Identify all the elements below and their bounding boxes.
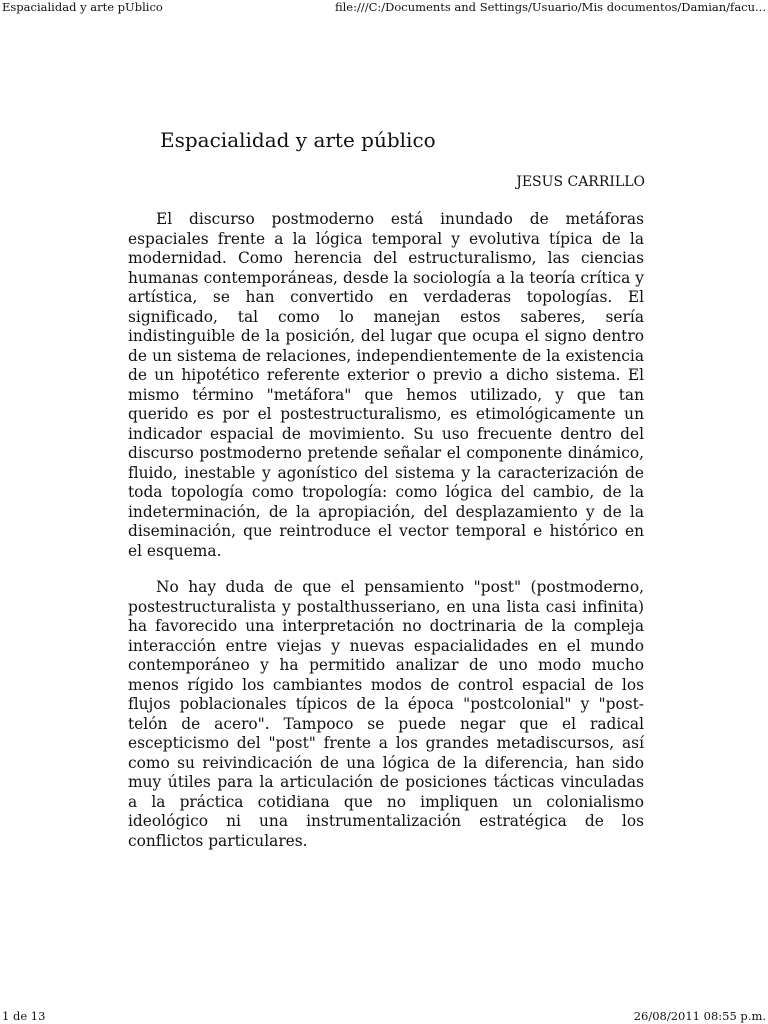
print-header	[0, 0, 768, 14]
document-title-header: Espacialidad y arte pUblico	[2, 0, 163, 14]
page-indicator: 1 de 13	[2, 1009, 46, 1023]
file-path-header: file:///C:/Documents and Settings/Usuario/Mis documentos/Damian/facu...	[334, 0, 766, 14]
article-author: JESUS CARRILLO	[516, 174, 645, 190]
body-paragraph-2: No hay duda de que el pensamiento "post" (postmoderno, postestructuralista y postalthusseriano, en una lista casi infinita) ha favorecido una interpretación no doctrinaria de la compleja interacción entre viejas y nuevas espacialidades en el mundo contemporáneo y ha permitido analizar de uno modo mucho menos rígido los cambiantes modos de control espacial de los flujos poblacionales típicos de la época "postcolonial" y "post-telón de acero". Tampoco se puede negar que el radical escepticismo del "post" frente a los grandes metadiscursos, así como su reivindicación de una lógica de la diferencia, han sido muy útiles para la articulación de posiciones tácticas vinculadas a la práctica cotidiana que no impliquen un colonialismo ideológico ni una instrumentalización estratégica de los conflictos particulares.	[128, 578, 644, 850]
print-timestamp: 26/08/2011 08:55 p.m.	[633, 1009, 766, 1023]
body-paragraph-1: El discurso postmoderno está inundado de metáforas espaciales frente a la lógica temporal y evolutiva típica de la modernidad. Como herencia del estructuralismo, las ciencias humanas contemporáneas, desde la sociología a la teoría crítica y artística, se han convertido en verdaderas topologías. El significado, tal como lo manejan estos saberes, sería indistinguible de la posición, del lugar que ocupa el signo dentro de un sistema de relaciones, independientemente de la existencia de un hipotético referente exterior o previo a dicho sistema. El mismo término "metáfora" que hemos utilizado, y que tan querido es por el postestructuralismo, es etimológicamente un indicador espacial de movimiento. Su uso frecuente dentro del discurso postmoderno pretende señalar el componente dinámico, fluido, inestable y agonístico del sistema y la caracterización de toda topología como tropología: como lógica del cambio, de la indeterminación, de la apropiación, del desplazamiento y de la diseminación, que reintroduce el vector temporal e histórico en el esquema.	[128, 210, 644, 560]
article-title: Espacialidad y arte público	[160, 128, 436, 152]
print-footer	[0, 1009, 768, 1023]
